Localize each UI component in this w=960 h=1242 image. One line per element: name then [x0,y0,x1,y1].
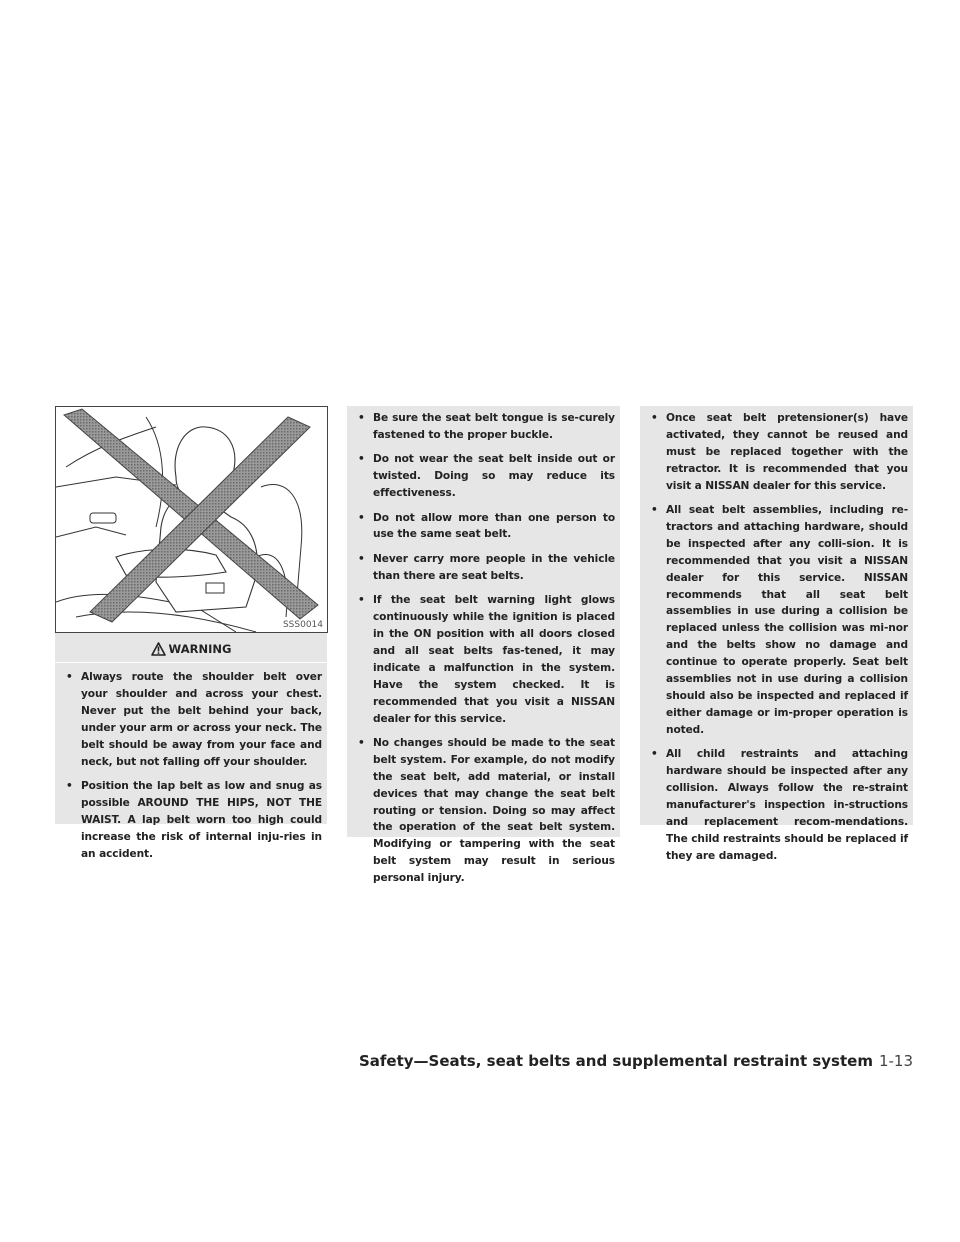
warning-item: • All child restraints and attaching hardware should be inspected after any collision. Always follow the re-straint manufacturer's inspection in-structions and replacement recom-mendations. The child restraints should be replaced if they are damaged. [646,746,908,864]
page-footer [359,1052,913,1070]
column2-list [347,406,620,887]
warning-list [55,663,327,862]
warning-continued-column-3 [640,406,913,862]
seat-belt-figure [55,406,328,633]
page-number: 1-13 [878,1052,913,1070]
warning-item: • Do not wear the seat belt inside out or twisted. Doing so may reduce its effectiveness. [353,451,615,502]
warning-item: • Do not allow more than one person to use the same seat belt. [353,510,615,544]
warning-item: • Always route the shoulder belt over your shoulder and across your chest. Never put the belt behind your back, under your arm or across your neck. The belt should be away from your face and neck, but not falling off your shoulder. [61,669,322,770]
figure-code: SSS0014 [282,620,323,630]
warning-item: • All seat belt assemblies, including re-tractors and attaching hardware, should be inspected after any colli-sion. It is recommended that you visit a NISSAN dealer for this service. NISSAN recommends that all seat belt assemblies in use during a collision be replaced unless the collision was mi-nor and the belts show no damage and continue to operate properly. Seat belt assemblies not in use during a collision should also be inspected and replaced if either damage or im-proper operation is noted. [646,502,908,739]
warning-item: • Position the lap belt as low and snug as possible AROUND THE HIPS, NOT THE WAIST. A lap belt worn too high could increase the risk of internal inju-ries in an accident. [61,778,322,863]
warning-item: • Be sure the seat belt tongue is se-curely fastened to the proper buckle. [353,410,615,444]
warning-item: • Never carry more people in the vehicle than there are seat belts. [353,551,615,585]
warning-item: • If the seat belt warning light glows continuously while the ignition is placed in the ON position with all doors closed and all seat belts fas-tened, it may indicate a malfunction in the system. Have the system checked. It is recommended that you visit a NISSAN dealer for this service. [353,592,615,727]
warning-header [55,633,327,658]
warning-triangle-icon [151,642,166,656]
warning-item: • No changes should be made to the seat belt system. For example, do not modify the seat belt, add material, or install devices that may change the seat belt routing or tension. Doing so may affect the operation of the seat belt system. Modifying or tampering with the seat belt system may result in serious personal injury. [353,735,615,887]
column3-list [640,406,913,865]
warning-box [55,633,327,860]
seat-belt-incorrect-illustration [56,407,327,632]
warning-item: • Once seat belt pretensioner(s) have activated, they cannot be reused and must be replaced together with the retractor. It is recommended that you visit a NISSAN dealer for this service. [646,410,908,495]
warning-heading: WARNING [168,642,232,656]
warning-continued-column-2 [347,406,620,885]
section-title: Safety—Seats, seat belts and supplemental restraint system [358,1052,873,1070]
